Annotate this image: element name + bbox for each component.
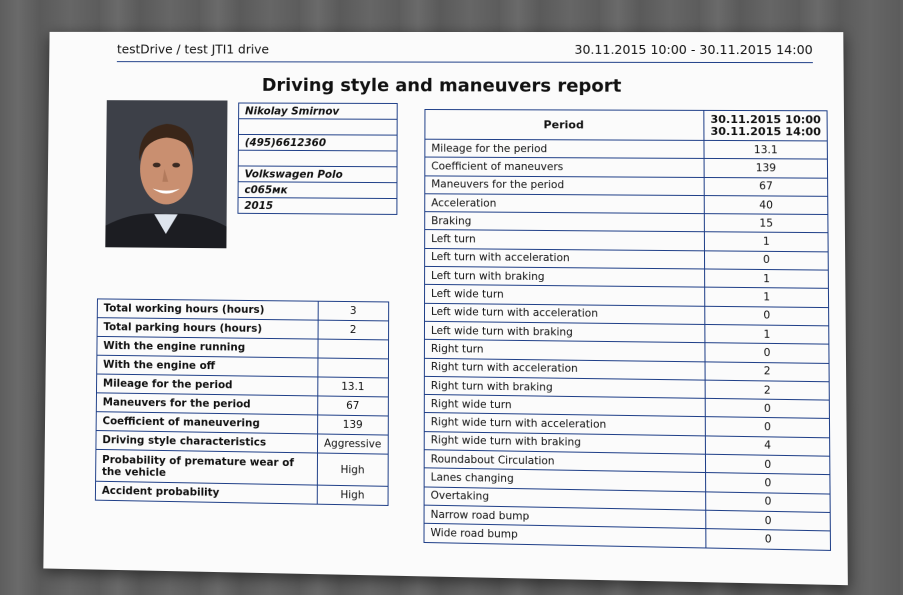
summary-value: Aggressive [317,434,387,454]
breadcrumb: testDrive / test JTI1 drive [116,41,270,57]
maneuver-label: Right turn with braking [424,376,705,398]
maneuver-value: 0 [706,492,831,513]
maneuver-label: Right turn with acceleration [424,358,705,380]
summary-label: Accident probability [95,481,317,504]
maneuver-label: Roundabout Circulation [424,450,705,473]
summary-value: 139 [318,415,388,435]
driver-year: 2015 [238,198,397,215]
maneuver-label: Maneuvers for the period [425,175,704,195]
maneuver-label: Left turn with braking [425,266,705,287]
table-row [425,157,828,177]
maneuver-value: 67 [704,177,828,196]
summary-value: 2 [318,320,388,340]
period-header: Period [425,110,704,141]
maneuver-value: 1 [705,324,829,344]
maneuver-value: 15 [704,214,828,233]
summary-label: Driving style characteristics [96,431,318,453]
summary-value: 67 [318,396,388,416]
summary-value [318,358,388,378]
maneuver-value: 139 [704,159,828,178]
period-from: 30.11.2015 10:00 [710,112,821,126]
maneuver-value: 13.1 [704,140,828,159]
summary-value: 13.1 [318,377,388,397]
driver-name: Nikolay Smirnov [239,103,398,119]
maneuver-label: Overtaking [424,487,706,511]
maneuver-label: Right wide turn [424,395,705,417]
table-row [95,481,387,505]
driver-blank-row [238,119,397,135]
maneuver-label: Acceleration [425,194,705,214]
maneuver-value: 1 [704,232,828,251]
summary-value: High [317,453,387,486]
maneuver-value: 0 [706,529,831,550]
driver-plate: с065мк [238,182,397,199]
driver-car: Volkswagen Polo [238,166,397,183]
maneuver-label: Mileage for the period [425,139,704,159]
summary-label: Total parking hours (hours) [97,318,318,339]
maneuver-label: Right turn [424,340,705,362]
table-row [425,139,828,159]
maneuver-value: 1 [705,287,829,307]
maneuver-value: 40 [704,195,828,214]
driver-portrait-image [105,100,227,248]
maneuvers-table [423,109,831,550]
summary-value: 3 [318,301,388,321]
summary-label: Maneuvers for the period [96,393,317,415]
driver-info-table [237,103,397,215]
maneuver-label: Left wide turn [425,285,705,306]
maneuver-label: Coefficient of maneuvers [425,157,704,177]
report-sheet [43,32,848,585]
summary-label: Probability of premature wear of the vehicle [96,449,318,485]
maneuver-label: Right wide turn with acceleration [424,413,705,436]
table-row [96,449,388,486]
driver-phone: (495)6612360 [238,134,397,151]
summary-label: With the engine off [97,355,318,377]
summary-label: Coefficient of maneuvering [96,412,318,434]
maneuver-value: 0 [704,251,828,271]
maneuver-value: 2 [705,380,830,400]
driver-blank-row [238,150,397,167]
maneuver-value: 0 [705,306,829,326]
maneuver-label: Left turn [425,230,705,251]
maneuver-label: Left turn with acceleration [425,248,705,269]
maneuver-label: Braking [425,212,705,232]
page-title: Driving style and maneuvers report [261,75,622,97]
maneuver-label: Left wide turn with braking [424,321,704,343]
maneuver-label: Right wide turn with braking [424,431,705,454]
driver-photo [105,100,227,248]
maneuver-label: Wide road bump [424,524,706,548]
summary-label: Mileage for the period [96,374,317,396]
summary-value [318,339,388,359]
summary-value: High [317,485,387,505]
period-to: 30.11.2015 14:00 [710,124,822,138]
maneuver-label: Lanes changing [424,468,706,491]
report-header [117,40,813,63]
maneuver-value: 0 [705,417,830,437]
maneuver-value: 4 [705,436,830,457]
maneuver-value: 0 [706,473,831,494]
maneuver-value: 0 [705,343,830,363]
maneuver-value: 0 [706,510,831,531]
summary-label: Total working hours (hours) [97,299,318,320]
date-range: 30.11.2015 10:00 - 30.11.2015 14:00 [574,41,813,58]
maneuver-label: Narrow road bump [424,505,706,529]
maneuver-value: 0 [705,454,830,475]
maneuver-value: 0 [705,399,830,419]
maneuver-value: 1 [705,269,829,289]
summary-table [95,298,389,506]
period-range-cell [704,110,828,141]
maneuver-label: Left wide turn with acceleration [424,303,704,324]
table-header-row [425,110,828,141]
maneuver-value: 2 [705,361,830,381]
summary-label: With the engine running [97,336,318,358]
